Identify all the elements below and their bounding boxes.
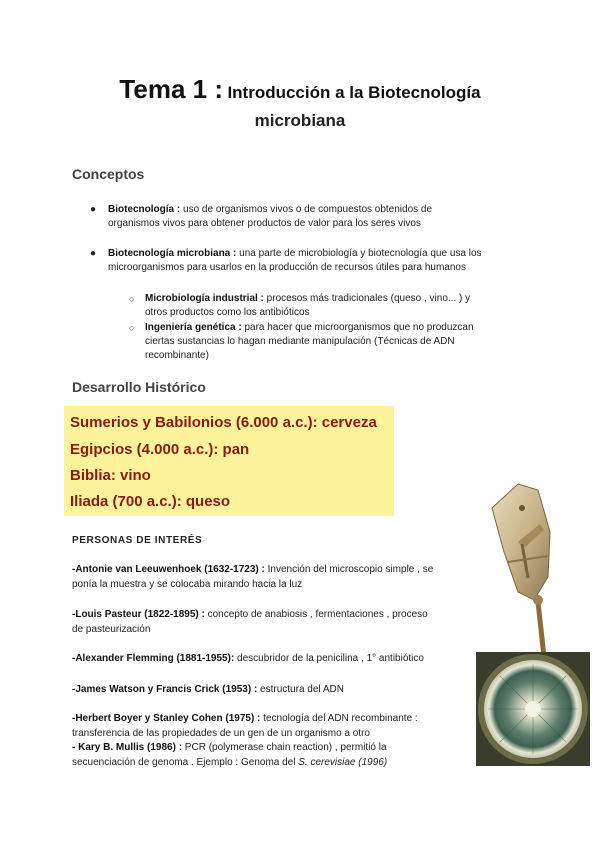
history-line: Biblia: vino	[70, 467, 151, 484]
history-box	[64, 406, 394, 516]
concept-subitem: ○ Ingeniería genética : para hacer que microorganismos que no produzcan ciertas sustancias lo hagan mediante manipulación (Técnicas de ADN recombinante)	[129, 322, 474, 361]
bullet-circle: ○	[129, 294, 135, 304]
page-title	[0, 74, 600, 131]
history-line: Egipcios (4.000 a.c.): pan	[70, 441, 250, 458]
microscope-image	[478, 482, 568, 657]
petri-dish-image	[476, 652, 590, 766]
concept-subitem: ○ Microbiología industrial : procesos más tradicionales (queso , vino... ) y otros productos como los antibióticos	[129, 293, 471, 318]
personas-heading: PERSONAS DE INTERÉS	[72, 535, 203, 546]
concept-item: ● Biotecnología microbiana : una parte de microbiología y biotecnología que usa los microorganismos para usarlos en la producción de recursos útiles para humanos	[90, 248, 482, 273]
title-sub: Introducción a la Biotecnología	[227, 83, 481, 102]
history-line: Iliada (700 a.c.): queso	[70, 493, 231, 510]
bullet-dot: ●	[90, 204, 97, 215]
title-main: Tema 1 :	[119, 74, 223, 104]
concept-item: ● Biotecnología : uso de organismos vivos o de compuestos obtenidos de organismos vivos para obtener productos de valor para los seres vivos	[90, 204, 433, 229]
person-entry: -Herbert Boyer y Stanley Cohen (1975) : tecnología del ADN recombinante : transferencia de las propiedades de un gen de un organismo a otro	[72, 713, 418, 739]
person-entry: -Alexander Flemming (1881-1955): descubridor de la penicilina , 1° antibiótico	[72, 653, 424, 664]
person-entry: -Antonie van Leeuwenhoek (1632-1723) : Invención del microscopio simple , se ponía la muestra y se colocaba mirando hacia la luz	[72, 564, 434, 590]
species-name: S. cerevisiae (1996)	[298, 757, 388, 768]
person-entry: - Kary B. Mullis (1986) : PCR (polymerase chain reaction) , permitió la secuenciación de genoma . Ejemplo : Genoma del S. cerevisiae (1996)	[72, 742, 388, 768]
bullet-dot: ●	[90, 248, 97, 259]
person-entry: -Louis Pasteur (1822-1895) : concepto de anabiosis , fermentaciones , proceso de pasteurización	[72, 609, 428, 635]
bullet-circle: ○	[129, 323, 135, 333]
title-sub-line2: microbiana	[254, 111, 346, 130]
person-entry: -James Watson y Francis Crick (1953) : estructura del ADN	[72, 684, 344, 695]
history-line: Sumerios y Babilonios (6.000 a.c.): cerveza	[70, 414, 377, 431]
conceptos-heading: Conceptos	[72, 166, 145, 182]
desarrollo-heading: Desarrollo Histórico	[72, 379, 206, 395]
